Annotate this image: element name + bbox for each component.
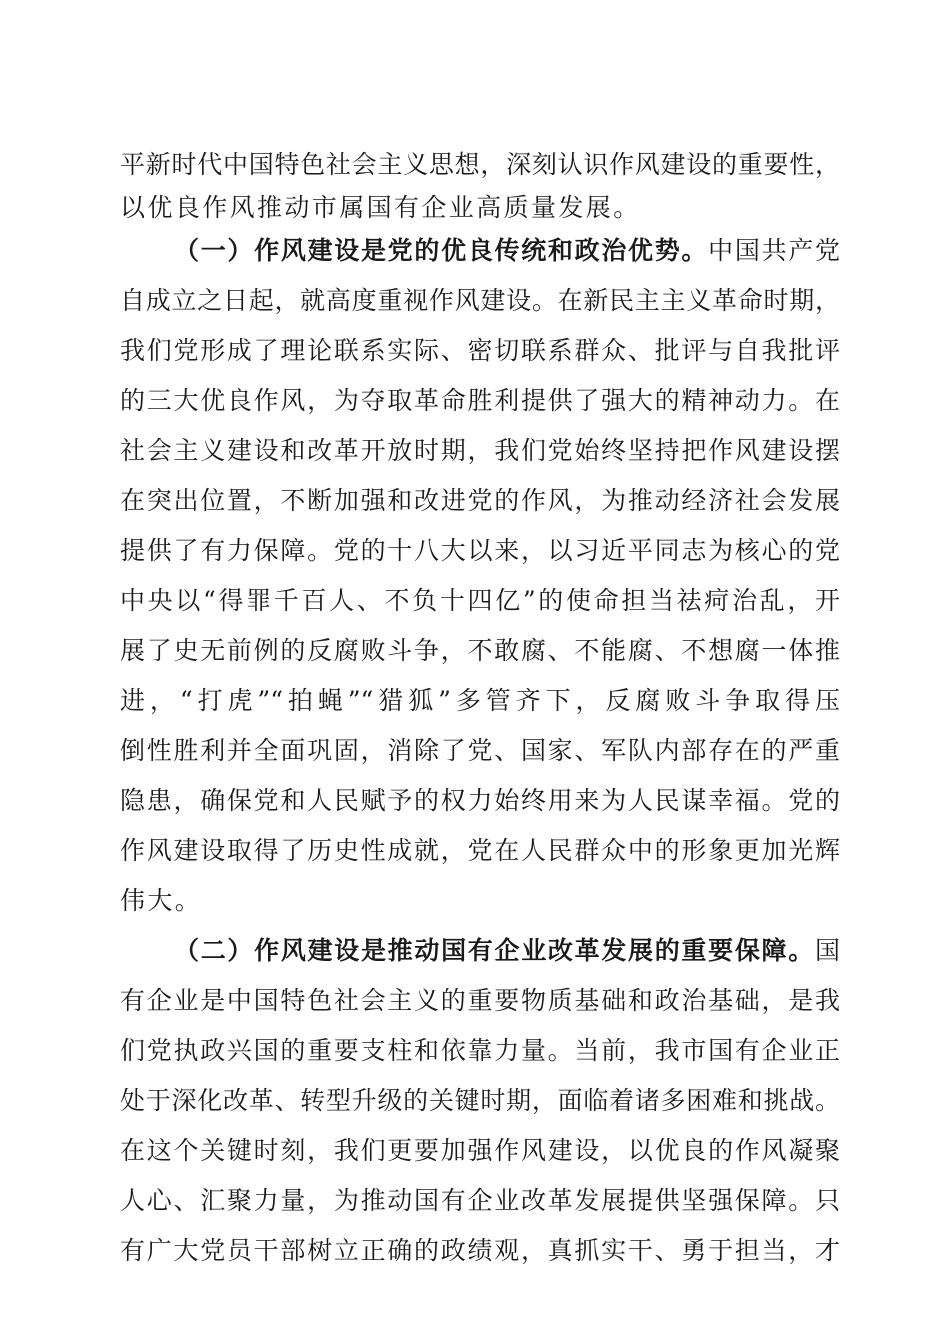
section2-line: 有企业是中国特色社会主义的重要物质基础和政治基础，是我 <box>120 986 840 1015</box>
section1-line: 自成立之日起，就高度重视作风建设。在新民主主义革命时期， <box>120 286 840 315</box>
section2-line: 人心、汇聚力量，为推动国有企业改革发展提供坚强保障。只 <box>120 1186 840 1215</box>
section2-line: 处于深化改革、转型升级的关键时期，面临着诸多困难和挑战。 <box>120 1086 840 1115</box>
section1-line: 展了史无前例的反腐败斗争，不敢腐、不能腐、不想腐一体推 <box>120 636 840 665</box>
section1-last-line: 伟大。 <box>120 886 203 915</box>
section1-first-tail: 中国共产党 <box>708 236 840 265</box>
section2-heading: （二）作风建设是推动国有企业改革发展的重要保障。 <box>174 936 815 965</box>
section1-line: 隐患，确保党和人民赋予的权力始终用来为人民谋幸福。党的 <box>120 786 840 815</box>
section2-line: 有广大党员干部树立正确的政绩观，真抓实干、勇于担当，才 <box>120 1236 840 1265</box>
section1-heading: （一）作风建设是党的优良传统和政治优势。 <box>174 236 709 265</box>
section1-line: 在突出位置，不断加强和改进党的作风，为推动经济社会发展 <box>120 486 840 515</box>
section1-line: 作风建设取得了历史性成就，党在人民群众中的形象更加光辉 <box>120 836 840 865</box>
section1-line: 进，“打虎”“拍蝇”“猎狐”多管齐下，反腐败斗争取得压 <box>120 686 840 715</box>
section1-line: 倒性胜利并全面巩固，消除了党、国家、军队内部存在的严重 <box>120 736 840 765</box>
section2-line: 们党执政兴国的重要支柱和依靠力量。当前，我市国有企业正 <box>120 1036 840 1065</box>
section2-first-line <box>174 931 840 971</box>
intro-line-1: 平新时代中国特色社会主义思想，深刻认识作风建设的重要性， <box>120 150 840 179</box>
section1-line: 中央以“得罪千百人、不负十四亿”的使命担当祛疴治乱，开 <box>120 586 840 615</box>
section1-first-line <box>174 231 840 271</box>
section2-line: 在这个关键时刻，我们更要加强作风建设，以优良的作风凝聚 <box>120 1136 840 1165</box>
section1-line: 社会主义建设和改革开放时期，我们党始终坚持把作风建设摆 <box>120 436 840 465</box>
section1-line: 我们党形成了理论联系实际、密切联系群众、批评与自我批评 <box>120 336 840 365</box>
intro-line-2: 以优良作风推动市属国有企业高质量发展。 <box>120 193 641 222</box>
section1-line: 的三大优良作风，为夺取革命胜利提供了强大的精神动力。在 <box>120 386 840 415</box>
section2-first-tail: 国 <box>814 936 840 965</box>
section1-line: 提供了有力保障。党的十八大以来，以习近平同志为核心的党 <box>120 536 840 565</box>
